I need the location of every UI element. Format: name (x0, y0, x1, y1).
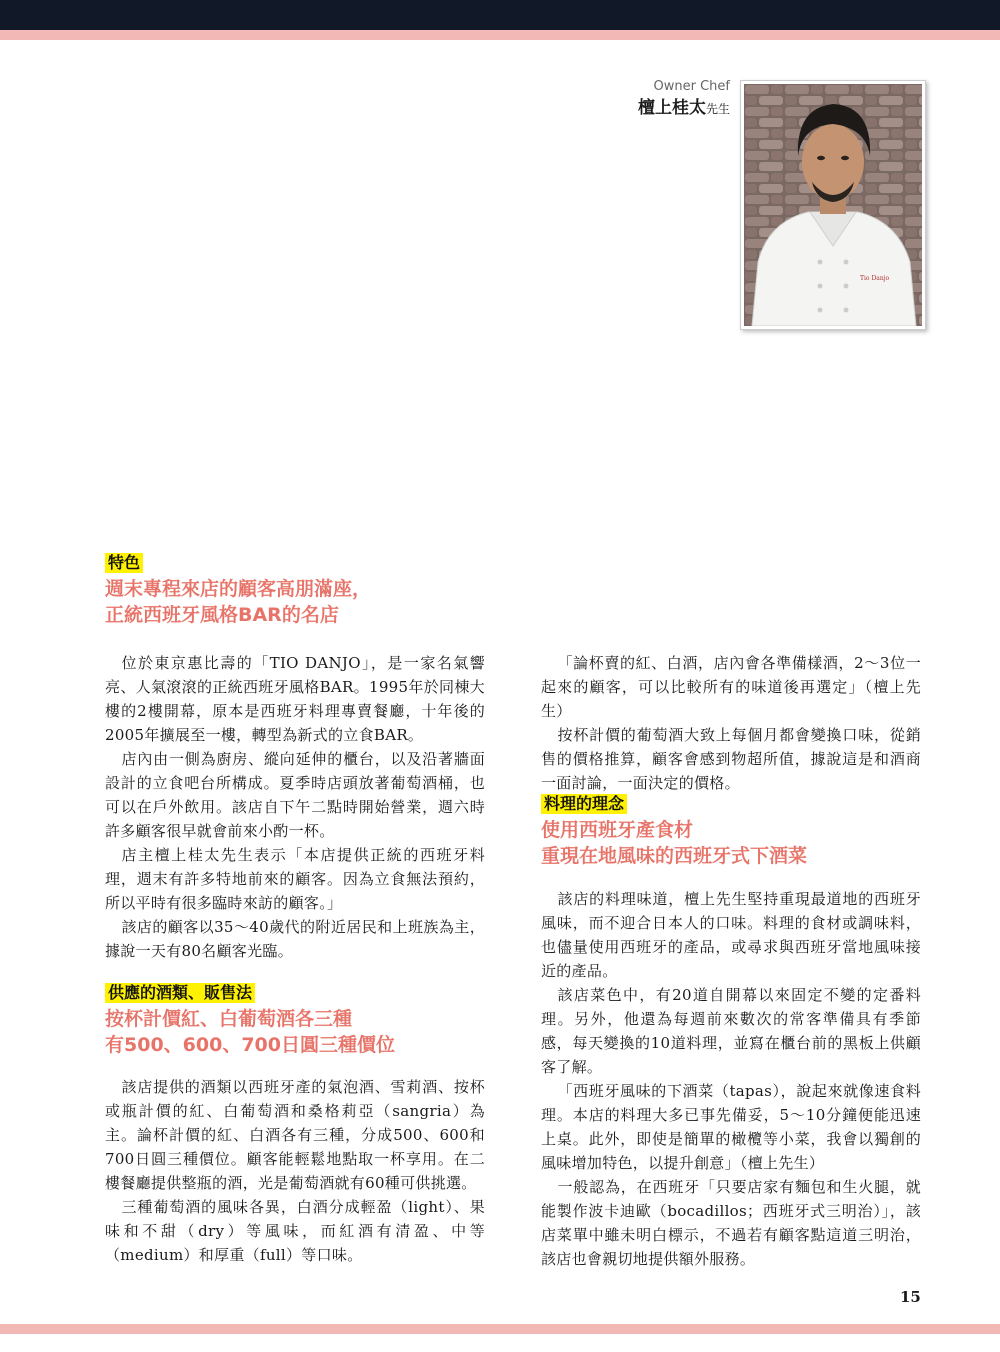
headline-line: 使用西班牙產食材 (541, 819, 694, 841)
headline-line: 週末專程來店的顧客高朋滿座， (105, 578, 372, 600)
apron-logo-text: Tio Danjo (860, 275, 890, 282)
section-drinks-body (105, 1075, 485, 1267)
headline-line: 按杯計價紅、白葡萄酒各三種 (105, 1008, 353, 1030)
paragraph: 「西班牙風味的下酒菜（tapas），說起來就像速食料理。本店的料理大多已事先備妥，5～10分鐘便能迅速上桌。此外，即使是簡單的橄欖等小菜，我會以獨創的風味增加特色，以提升創意」（檀上先生） (541, 1082, 921, 1172)
chef-honorific: 先生 (705, 102, 730, 116)
section-headline (105, 576, 371, 628)
chef-role: Owner Chef (653, 79, 730, 94)
paragraph: 「論杯賣的紅、白酒，店內會各準備樣酒，2～3位一起來的顧客，可以比較所有的味道後再選定」（檀上先生） (541, 654, 921, 720)
paragraph: 一般認為，在西班牙「只要店家有麵包和生火腿，就能製作波卡迪歐（bocadillos；西班牙式三明治）」，該店菜單中雖未明白標示，不過若有顧客點這道三明治，該店也會親切地提供額外服務。 (541, 1178, 921, 1268)
section-features-body (105, 651, 485, 963)
section-headline (541, 817, 807, 869)
top-dark-bar (0, 0, 1000, 30)
section-headline (105, 1006, 395, 1058)
section-cuisine (541, 794, 807, 869)
paragraph: 三種葡萄酒的風味各異，白酒分成輕盈（light）、果味和不甜（dry）等風味，而紅酒有清盈、中等（medium）和厚重（full）等口味。 (105, 1198, 485, 1264)
paragraph: 按杯計價的葡萄酒大致上每個月都會變換口味，從銷售的價格推算，顧客會感到物超所值，據說這是和酒商一面討論，一面決定的價格。 (541, 726, 921, 792)
section-cuisine-body (541, 887, 921, 1271)
paragraph: 位於東京惠比壽的「TIO DANJO」，是一家名氣響亮、人氣滾滾的正統西班牙風格BAR。1995年於同棟大樓的2樓開幕，原本是西班牙料理專賣餐廳，十年後的2005年擴展至一樓，轉型為新式的立食BAR。 (105, 654, 485, 744)
page-number: 15 (900, 1288, 921, 1306)
chef-name-line (638, 93, 730, 118)
chef-name: 檀上桂太 (637, 98, 706, 118)
paragraph: 該店的顧客以35～40歲代的附近居民和上班族為主，據說一天有80名顧客光臨。 (105, 918, 485, 960)
paragraph: 店主檀上桂太先生表示「本店提供正統的西班牙料理，週末有許多特地前來的顧客。因為立食無法預約，所以平時有很多臨時來訪的顧客。」 (105, 846, 485, 912)
paragraph: 店內由一側為廚房、縱向延伸的櫃台，以及沿著牆面設計的立食吧台所構成。夏季時店頭放著葡萄酒桶，也可以在戶外飲用。該店自下午二點時開始營業，週六時許多顧客很早就會前來小酌一杯。 (105, 750, 485, 840)
section-label: 特色 (105, 553, 143, 573)
paragraph: 該店提供的酒類以西班牙產的氣泡酒、雪莉酒、按杯或瓶計價的紅、白葡萄酒和桑格莉亞（sangria）為主。論杯計價的紅、白酒各有三種，分成500、600和700日圓三種價位。顧客能輕鬆地點取一杯享用。在二樓餐廳提供整瓶的酒，光是葡萄酒就有60種可供挑選。 (105, 1078, 485, 1192)
paragraph: 該店的料理味道，檀上先生堅持重現最道地的西班牙風味，而不迎合日本人的口味。料理的食材或調味料，也儘量使用西班牙的產品，或尋求與西班牙當地風味接近的產品。 (541, 890, 921, 980)
headline-line: 正統西班牙風格BAR的名店 (105, 604, 339, 626)
section-features (105, 553, 371, 628)
top-pink-stripe (0, 30, 1000, 40)
headline-line: 有500、600、700日圓三種價位 (105, 1034, 395, 1056)
bottom-pink-stripe (0, 1324, 1000, 1334)
section-drinks (105, 983, 395, 1058)
chef-photo (740, 80, 926, 330)
section-label: 料理的理念 (541, 794, 627, 814)
headline-line: 重現在地風味的西班牙式下酒菜 (541, 845, 808, 867)
drinks-continued-body (541, 651, 921, 795)
chef-portrait-image (744, 84, 922, 326)
section-label: 供應的酒類、販售法 (105, 983, 255, 1003)
paragraph: 該店菜色中，有20道自開幕以來固定不變的定番料理。另外，他還為每週前來數次的常客準備具有季節感，每天變換的10道料理，並寫在櫃台前的黑板上供顧客了解。 (541, 986, 921, 1076)
